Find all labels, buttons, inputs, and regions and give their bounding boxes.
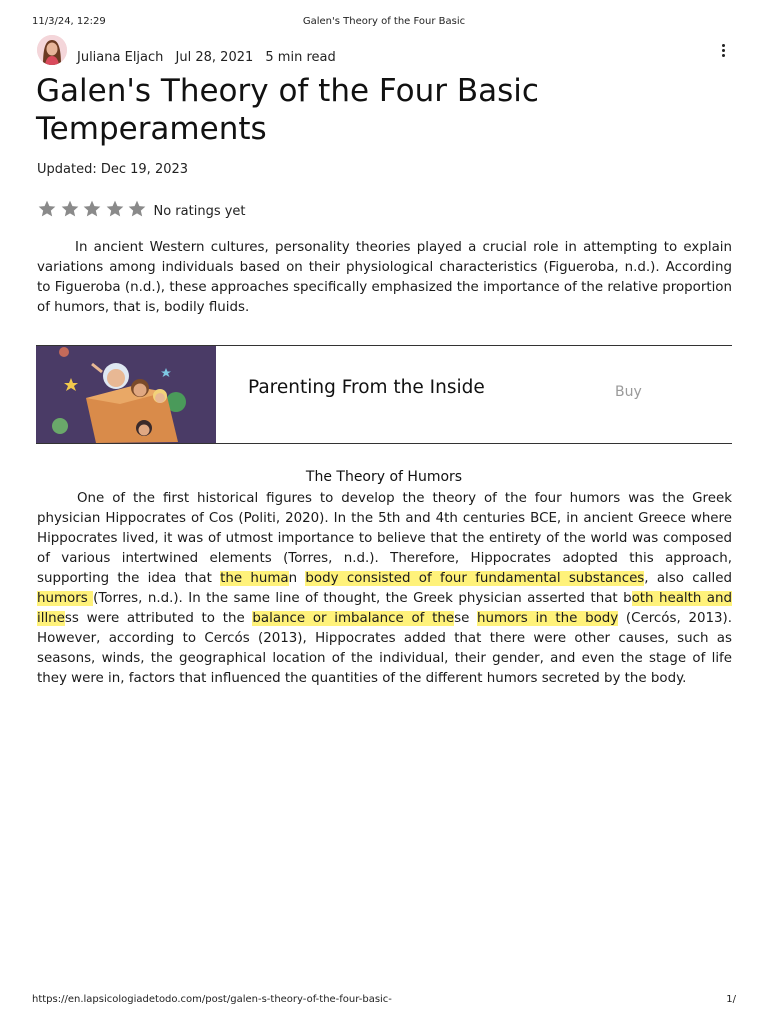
avatar-icon [37,35,67,65]
read-time: 5 min read [265,49,336,65]
author-meta [77,50,344,65]
body-text: ss were attributed to the [64,611,253,626]
author-name[interactable]: Juliana Eljach [77,49,164,65]
more-options-icon[interactable] [722,44,726,59]
body-text: One of the first historical figures to develop the theory of the four humors was the Greek physician Hippocrates of Cos (Politi, 2020). In the 5th and 4th centuries BCE, in ancient Greece where Hippocrates lived, it was of utmost importance to believe that the entirety of the world was composed of various intertwined elements (Torres, n.d.). Therefore, Hippocrates adopted this approach, supporting the idea that [37,491,732,586]
post-date: Jul 28, 2021 [175,49,254,65]
highlighted-text: oth health and illne [37,591,732,626]
star-icon[interactable] [37,199,57,219]
product-title[interactable]: Parenting From the Inside [248,377,485,398]
star-icon[interactable] [82,199,102,219]
author-row [37,34,732,66]
print-page-title: Galen's Theory of the Four Basic [302,16,466,27]
print-url[interactable]: https://en.lapsicologiadetodo.com/post/galen-s-theory-of-the-four-basic- [32,994,392,1005]
body-text: (Torres, n.d.). In the same line of thought, the Greek physician asserted that b [93,591,632,606]
rating-text: No ratings yet [153,203,246,219]
product-card[interactable] [36,345,732,444]
highlighted-text: humors in the body [477,611,619,626]
star-icon[interactable] [60,199,80,219]
article-title: Galen's Theory of the Four Basic Temperaments [36,73,539,147]
star-icon[interactable] [105,199,125,219]
section-heading: The Theory of Humors [305,469,463,485]
author-avatar[interactable] [37,35,67,65]
body-text: (Cercós, 2013). However, according to Cercós (2013), Hippocrates added that there were other causes, such as seasons, winds, the geographical location of the individual, their gender, and even the stage of life they were in, factors that influenced the quantities of the different humors secreted by the body. [37,611,732,686]
intro-paragraph: In ancient Western cultures, personality theories played a crucial role in attempting to explain variations among individuals based on their physiological characteristics (Figueroba, n.d.). According to Figueroba (n.d.), these approaches specifically emphasized the importance of the relative proportion of humors, that is, bodily fluids. [37,240,732,315]
body-text: , also called [644,571,732,586]
rating-row [37,199,246,219]
body-text: n [288,571,306,586]
print-timestamp: 11/3/24, 12:29 [32,16,106,27]
print-page-number: 1/ [726,994,736,1005]
print-header [32,16,736,30]
star-icon[interactable] [127,199,147,219]
buy-button[interactable]: Buy [615,384,642,400]
print-footer [32,994,736,1008]
body-paragraph [37,489,732,689]
kids-in-box-illustration [36,346,216,443]
updated-date: Updated: Dec 19, 2023 [37,162,189,177]
highlighted-text: body consisted of four fundamental substances [305,571,645,586]
body-text: se [454,611,478,626]
product-image[interactable] [36,346,216,443]
highlighted-text: balance or imbalance of the [252,611,455,626]
highlighted-text: the huma [220,571,289,586]
highlighted-text: humors [37,591,94,606]
